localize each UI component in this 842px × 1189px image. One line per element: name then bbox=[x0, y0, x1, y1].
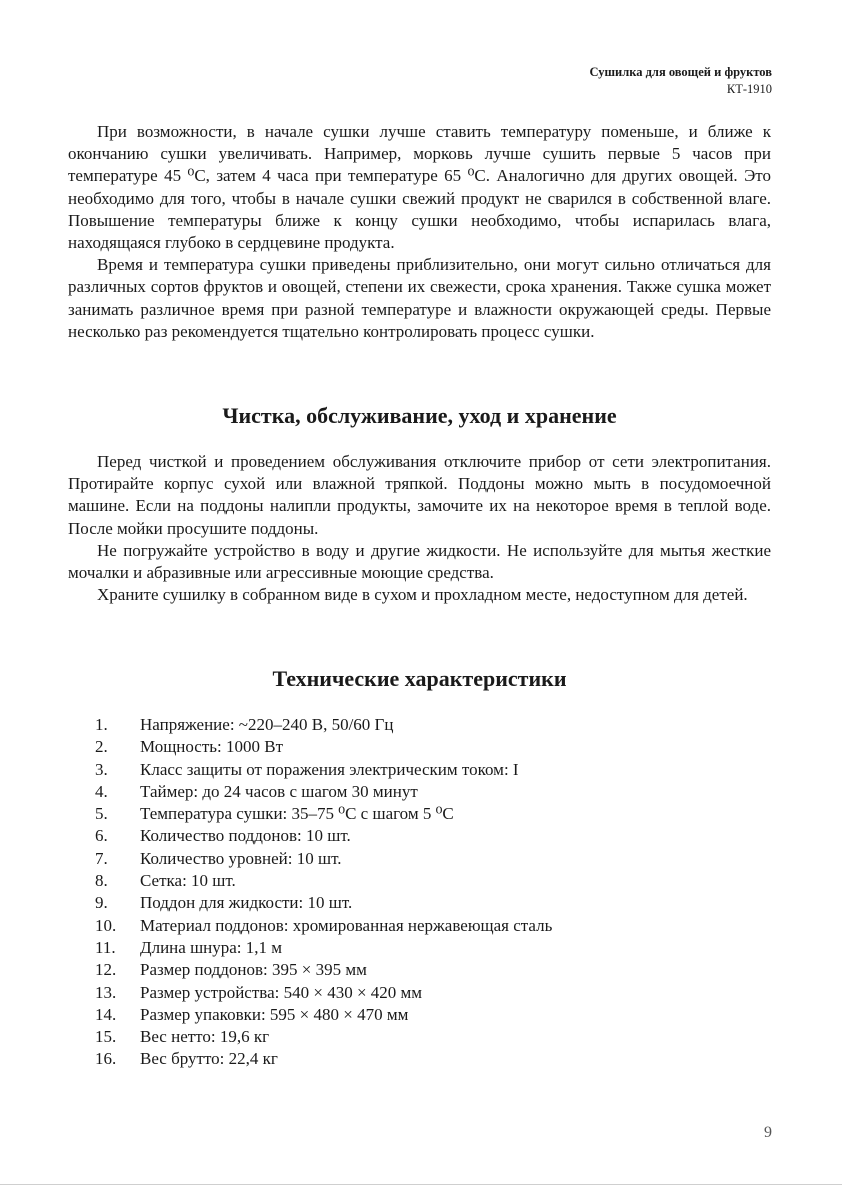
spec-text: Класс защиты от поражения электрическим током: I bbox=[140, 759, 519, 779]
spec-number: 2. bbox=[95, 737, 108, 757]
spec-item bbox=[95, 1004, 552, 1026]
spec-number: 13. bbox=[95, 982, 117, 1002]
spec-item bbox=[95, 915, 552, 937]
cleaning-paragraph-2: Не погружайте устройство в воду и другие жидкости. Не используйте для мытья жесткие мочалки и абразивные или агрессивные моющие средства. bbox=[68, 540, 771, 583]
spec-number: 12. bbox=[95, 960, 117, 980]
spec-text: Размер устройства: 540 × 430 × 420 мм bbox=[140, 982, 423, 1002]
spec-text: Количество поддонов: 10 шт. bbox=[140, 826, 351, 846]
specs-list bbox=[95, 714, 552, 1071]
spec-text: Вес нетто: 19,6 кг bbox=[140, 1027, 270, 1047]
spec-number: 10. bbox=[95, 915, 117, 935]
cleaning-section bbox=[68, 451, 771, 606]
spec-item bbox=[95, 848, 552, 870]
spec-item bbox=[95, 1048, 552, 1070]
spec-text: Поддон для жидкости: 10 шт. bbox=[140, 893, 353, 913]
spec-item bbox=[95, 870, 552, 892]
spec-text: Сетка: 10 шт. bbox=[140, 871, 236, 891]
spec-text: Мощность: 1000 Вт bbox=[140, 737, 284, 757]
spec-item bbox=[95, 1026, 552, 1048]
spec-item bbox=[95, 781, 552, 803]
specs-heading: Технические характеристики bbox=[272, 666, 567, 691]
page-header bbox=[589, 64, 772, 98]
spec-text: Количество уровней: 10 шт. bbox=[140, 848, 342, 868]
spec-text: Температура сушки: 35–75 ⁰С с шагом 5 ⁰С bbox=[140, 804, 454, 824]
spec-item bbox=[95, 736, 552, 758]
spec-text: Напряжение: ~220–240 В, 50/60 Гц bbox=[140, 715, 394, 734]
spec-number: 5. bbox=[95, 804, 108, 824]
intro-paragraph-2: Время и температура сушки приведены приблизительно, они могут сильно отличаться для различных сортов фруктов и овощей, степени их свежести, срока хранения. Также сушка может занимать различное время при разной температуре и влажности окружающей среды. Первые несколько раз рекомендуется тщательно контролировать процесс сушки. bbox=[68, 255, 771, 341]
spec-number: 7. bbox=[95, 848, 108, 868]
spec-number: 16. bbox=[95, 1049, 117, 1069]
page-bottom-divider bbox=[0, 1184, 842, 1185]
header-title: Сушилка для овощей и фруктов bbox=[589, 65, 772, 79]
spec-text: Длина шнура: 1,1 м bbox=[140, 937, 283, 957]
spec-item bbox=[95, 959, 552, 981]
spec-item bbox=[95, 759, 552, 781]
spec-text: Размер упаковки: 595 × 480 × 470 мм bbox=[140, 1004, 409, 1024]
spec-item bbox=[95, 714, 552, 736]
cleaning-paragraph-3: Храните сушилку в собранном виде в сухом и прохладном месте, недоступном для детей. bbox=[97, 585, 748, 605]
header-model: КТ-1910 bbox=[726, 82, 772, 96]
spec-item bbox=[95, 982, 552, 1004]
spec-number: 11. bbox=[95, 937, 116, 957]
intro-section bbox=[68, 121, 771, 343]
spec-number: 1. bbox=[95, 715, 108, 734]
spec-text: Размер поддонов: 395 × 395 мм bbox=[140, 960, 367, 980]
spec-text: Материал поддонов: хромированная нержавеющая сталь bbox=[140, 915, 553, 935]
spec-number: 8. bbox=[95, 871, 108, 891]
spec-text: Вес брутто: 22,4 кг bbox=[140, 1049, 278, 1069]
spec-number: 4. bbox=[95, 781, 108, 801]
spec-item bbox=[95, 803, 552, 825]
intro-paragraph-1: При возможности, в начале сушки лучше ставить температуру поменьше, и ближе к окончанию сушки увеличивать. Например, морковь лучше сушить первые 5 часов при температуре 45 ⁰С, затем 4 часа при температуре 65 ⁰С. Аналогично для других овощей. Это необходимо для того, чтобы в начале сушки свежий продукт не сварился в собственной влаге. Повышение температуры ближе к концу сушки необходимо, чтобы испарилась влага, находящаяся глубоко в сердцевине продукта. bbox=[68, 122, 771, 253]
spec-item bbox=[95, 937, 552, 959]
spec-number: 15. bbox=[95, 1027, 117, 1047]
specs-heading-wrap bbox=[68, 666, 771, 692]
cleaning-paragraph-1: Перед чисткой и проведением обслуживания отключите прибор от сети электропитания. Протирайте корпус сухой или влажной тряпкой. Поддоны можно мыть в посудомоечной машине. Если на поддоны налипли продукты, замочите их на некоторое время в теплой воде. После мойки просушите поддоны. bbox=[68, 452, 771, 538]
spec-number: 3. bbox=[95, 759, 108, 779]
spec-item bbox=[95, 892, 552, 914]
cleaning-heading-wrap bbox=[68, 403, 771, 429]
spec-number: 6. bbox=[95, 826, 108, 846]
spec-number: 9. bbox=[95, 893, 108, 913]
page-number: 9 bbox=[764, 1124, 772, 1141]
spec-item bbox=[95, 825, 552, 847]
spec-number: 14. bbox=[95, 1004, 117, 1024]
cleaning-heading: Чистка, обслуживание, уход и хранение bbox=[222, 403, 617, 428]
spec-text: Таймер: до 24 часов с шагом 30 минут bbox=[140, 781, 418, 801]
